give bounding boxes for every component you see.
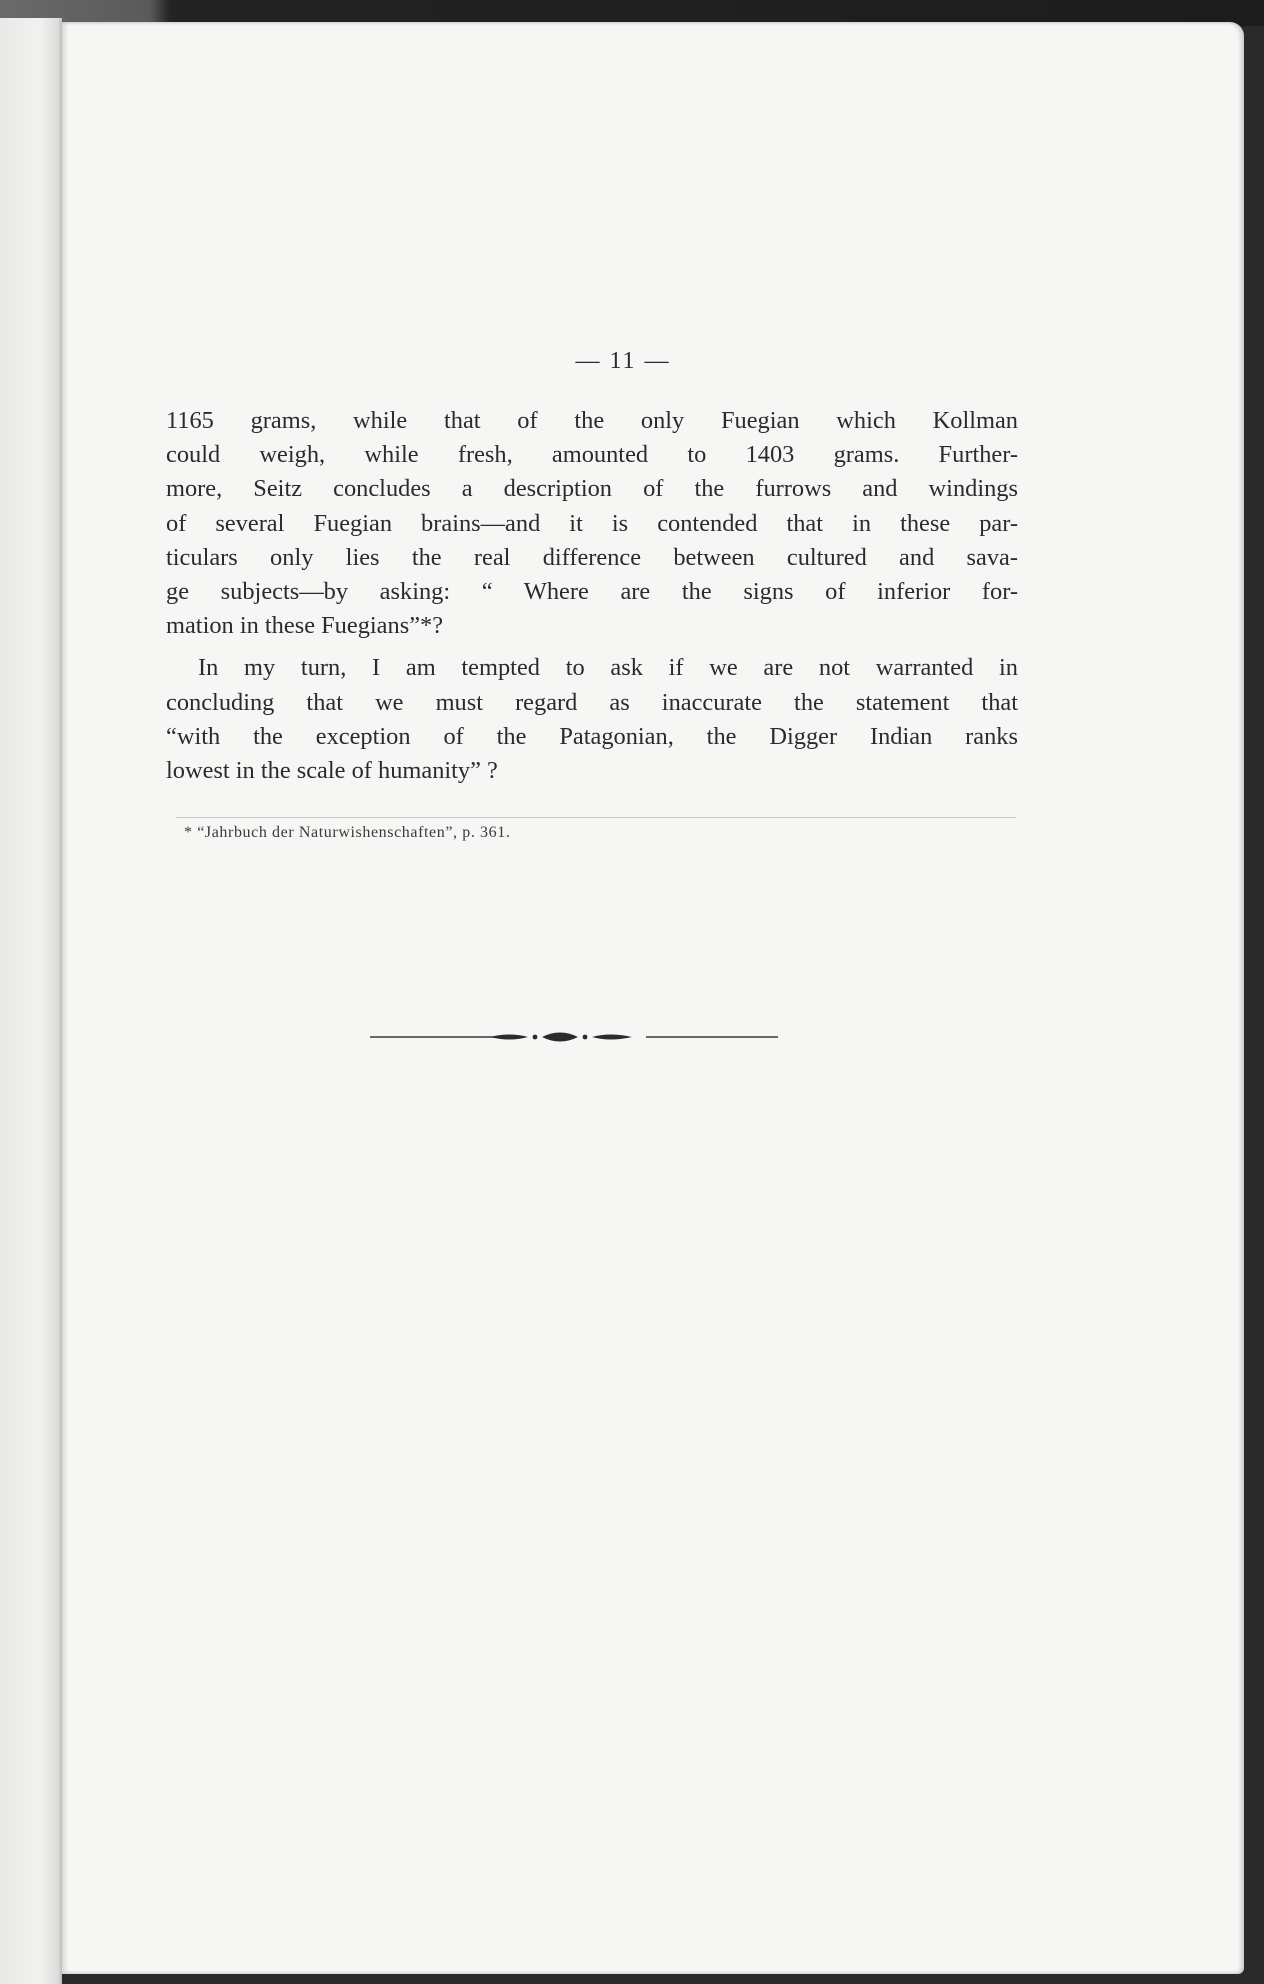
paragraph-2	[166, 651, 1018, 788]
left-page-edge	[0, 18, 62, 1984]
text-line: concluding that we must regard as inaccurate the statement that	[166, 688, 1018, 716]
text-line: mation in these Fuegians”*?	[166, 612, 444, 640]
text-line: “with the exception of the Patagonian, the Digger Indian ranks	[166, 722, 1018, 750]
text-line: ticulars only lies the real difference between cultured and sava-	[166, 543, 1018, 571]
text-line: lowest in the scale of humanity” ?	[166, 756, 498, 784]
ornamental-rule-icon	[370, 1022, 778, 1052]
footnote: * “Jahrbuch der Naturwishenschaften”, p. 361.	[184, 824, 511, 841]
paragraph-gap	[166, 643, 1018, 651]
text-line: could weigh, while fresh, amounted to 1403 grams. Further-	[166, 441, 1018, 469]
text-line: ge subjects—by asking: “ Where are the signs of inferior for-	[166, 577, 1018, 605]
body-text	[166, 404, 1018, 788]
text-line: 1165 grams, while that of the only Fuegian which Kollman	[166, 407, 1018, 434]
text-line: of several Fuegian brains—and it is contended that in these par-	[166, 509, 1018, 537]
text-line: more, Seitz concludes a description of the furrows and windings	[166, 475, 1018, 503]
footnote-rule	[176, 817, 1016, 818]
page-number: — 11 —	[575, 348, 671, 374]
book-page	[62, 22, 1244, 1974]
paragraph-1	[166, 404, 1018, 643]
text-line: In my turn, I am tempted to ask if we are not warranted in	[198, 654, 1018, 682]
